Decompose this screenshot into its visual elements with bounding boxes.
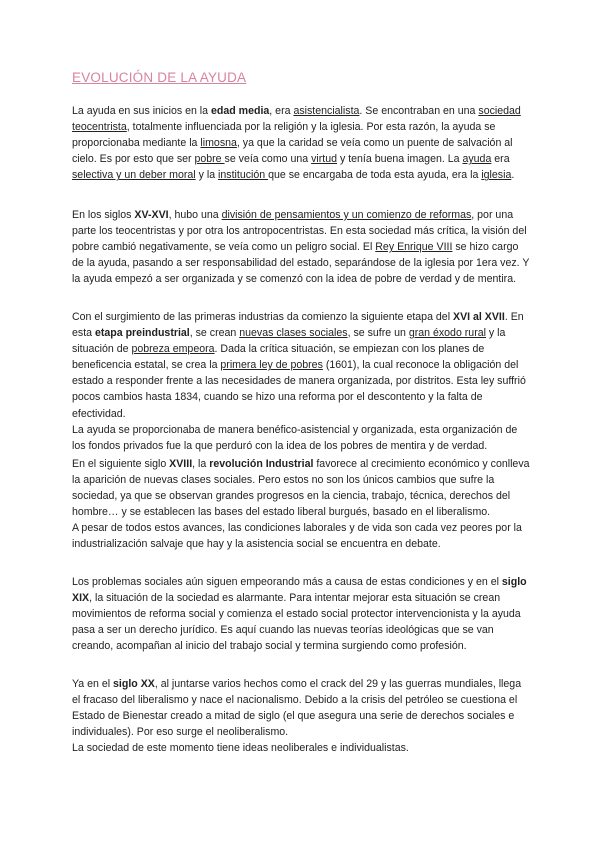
text-run: y la situación de [72,327,506,356]
text-run: . En esta [72,311,524,340]
text-run: y tenía buena imagen. La [337,153,463,166]
text-run: , hubo una [168,209,222,221]
text-run: , al juntarse varios hechos como el crack del 29 y las guerras mundiales, llega el fracaso del liberalismo y nace el nacionalismo. Debido a la crisis del petróleo se cuestiona el Estado de Bienestar creado a mitad de siglo (el que asegura una serie de derechos sociales e individuales). Por eso surge el neoliberalismo. [72,678,522,739]
text-run: favorece al crecimiento económico y conlleva la aparición de nuevas clases sociales. Pero estos no son los únicos cambios que sufre la sociedad, ya que se observan grandes progresos en la ciencia, trabajo, técnica, derechos del hombre… y se establecen las bases del estado liberal burgués, basado en el liberalismo. [72,458,530,519]
text-run: (1601), la cual reconoce la obligación del estado a responder frente a las necesidades de manera organizada, por distritos. Esta ley suffrió pocos cambios hasta 1834, cuando se hizo una reforma por el descontento y la falta de efectividad. [72,359,526,420]
text-run: A pesar de todos estos avances, las condiciones laborales y de vida son cada vez peores por la industrialización salvaje que hay y la asistencia social se encuentra en debate. [72,522,522,551]
underlined-term: primera ley de pobres [220,359,323,372]
underlined-term: institución [218,169,269,182]
paragraph-siglos-xv-xvi [72,207,530,287]
text-run: y la [195,169,219,182]
underlined-term: sociedad teocentrista [72,105,521,134]
underlined-term: pobreza empeora [131,343,215,356]
bold-term: edad media [211,105,270,117]
underlined-term: Rey Enrique VIII [375,241,453,254]
text-run: , por una parte los teocentristas y por otra los antropocentristas. En esta sociedad más crítica, la visión del pobre cambió negativamente, se veía como un peligro social. El [72,209,527,254]
text-run: que se encargaba de toda esta ayuda, era la [268,169,482,182]
text-run: Con el surgimiento de las primeras industrias da comienzo la siguiente etapa del [72,311,453,323]
text-run: , la situación de la sociedad es alarmante. Para intentar mejorar esta situación se crean movimientos de reforma social y comienza el estado social protector intervencionista y la ayuda pasa a ser un derecho jurídico. Es aquí cuando las nuevas teorías ideológicas que se van creando, acompañan al inicio del trabajo social y termina surgiendo como profesión. [72,592,521,653]
text-run: . Se encontraban en una [359,105,479,117]
text-run: La sociedad de este momento tiene ideas neoliberales e individualistas. [72,742,409,755]
underlined-term: pobre [194,153,225,166]
paragraph-siglo-xx [72,676,530,756]
text-run: , totalmente influenciada por la religión y la iglesia. Por esta razón, la ayuda se proporcionaba mediante la [72,121,496,150]
text-run: Los problemas sociales aún siguen empeorando más a causa de estas condiciones y en el [72,576,502,588]
text-run: se hizo cargo de la ayuda, pasando a ser responsabilidad del estado, separándose de la iglesia por 1era vez. Y la ayuda empezó a ser organizada y se comenzó con la idea de pobre de verdad y de mentira. [72,241,530,286]
text-run: , la [192,458,210,470]
text-run: , era [269,105,294,117]
paragraph-siglo-xviii [72,456,530,553]
text-run: En los siglos [72,209,135,221]
text-run: La ayuda se proporcionaba de manera benéfico-asistencial y organizada, esta organización de los fondos privados fue la que perduró con la idea de los pobres de mentira y de verdad. [72,423,518,452]
underlined-term: ayuda [462,153,492,166]
bold-term: XVIII [169,458,193,470]
underlined-term: virtud [311,153,338,166]
underlined-term: división de pensamientos y un comienzo de reformas [221,209,472,221]
text-run: , se sufre un [347,327,409,340]
text-run: Ya en el [72,678,114,690]
bold-term: XVI al XVII [453,311,505,323]
text-run: era [491,153,510,166]
text-run: , se crean [189,327,240,340]
text-run: se veía como una [224,153,312,166]
underlined-term: nuevas clases sociales [239,327,348,340]
bold-term: etapa preindustrial [94,327,190,340]
underlined-term: iglesia [481,169,512,182]
text-run: La ayuda en sus inicios en la [72,105,211,117]
underlined-term: limosna [200,137,237,150]
bold-term: siglo XIX [72,576,527,605]
underlined-term: gran éxodo rural [408,327,486,340]
bold-term: XV-XVI [134,209,169,221]
paragraph-edad-media [72,103,530,183]
bold-term: revolución Industrial [209,458,314,470]
paragraph-siglo-xix [72,574,530,654]
document-title: EVOLUCIÓN DE LA AYUDA [72,70,247,85]
text-run: , ya que la caridad se veía como un puente de salvación al cielo. Es por esto que ser [72,137,513,166]
text-run: . [511,169,515,182]
underlined-term: selectiva y un deber moral [72,169,196,182]
underlined-term: asistencialista [293,105,360,117]
paragraph-siglos-xvi-xvii [72,309,530,454]
text-run: En el siguiente siglo [72,458,170,470]
bold-term: siglo XX [113,678,155,690]
text-run: . Dada la crítica situación, se empiezan con los planes de beneficencia estatal, se crea la [72,343,485,372]
